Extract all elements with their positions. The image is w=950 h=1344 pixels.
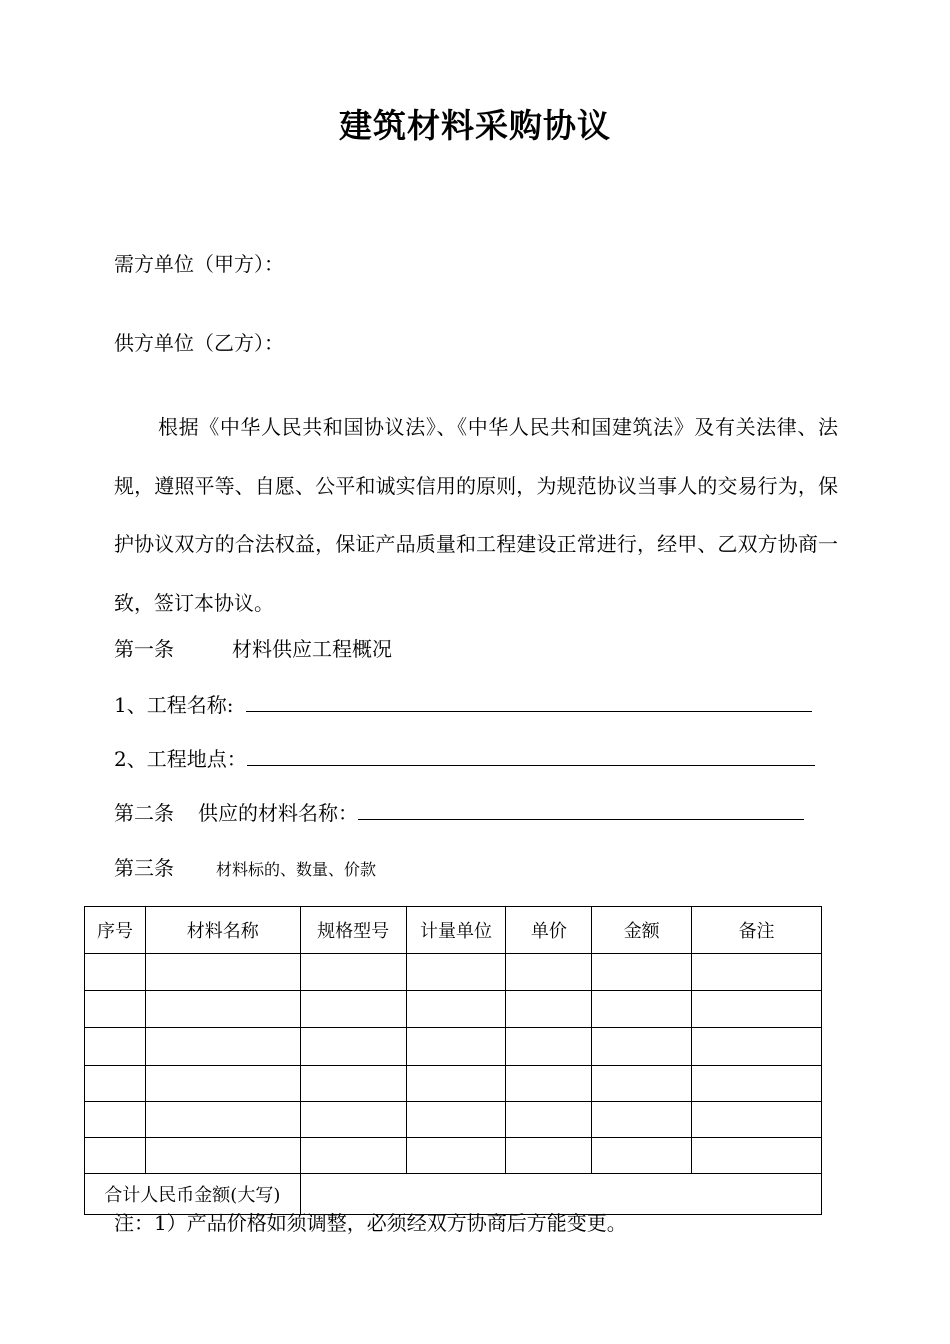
table-cell[interactable]: [145, 991, 300, 1028]
table-cell[interactable]: [692, 991, 822, 1028]
project-name-line: [114, 689, 812, 718]
column-header-material-name: 材料名称: [145, 907, 300, 954]
table-cell[interactable]: [406, 991, 506, 1028]
article-2-number: 第二条: [114, 801, 174, 825]
project-name-label: 1、工程名称:: [114, 693, 234, 717]
table-cell[interactable]: [592, 1138, 692, 1174]
table-cell[interactable]: [85, 1028, 146, 1066]
table-cell[interactable]: [145, 1028, 300, 1066]
table-cell[interactable]: [592, 1028, 692, 1066]
table-cell[interactable]: [692, 954, 822, 991]
project-location-label: 2、工程地点：: [114, 747, 247, 771]
table-cell[interactable]: [406, 1028, 506, 1066]
table-cell[interactable]: [85, 954, 146, 991]
price-adjustment-note: 注：1）产品价格如须调整，必须经双方协商后方能变更。: [114, 1211, 627, 1235]
table-cell[interactable]: [506, 954, 592, 991]
table-cell[interactable]: [145, 1066, 300, 1102]
project-name-blank: [246, 691, 812, 712]
table-cell[interactable]: [300, 991, 406, 1028]
table-cell[interactable]: [300, 954, 406, 991]
table-cell[interactable]: [592, 991, 692, 1028]
table-cell[interactable]: [145, 954, 300, 991]
table-cell[interactable]: [692, 1028, 822, 1066]
table-cell[interactable]: [506, 1138, 592, 1174]
column-header-remarks: 备注: [692, 907, 822, 954]
article-1: [114, 633, 392, 662]
table-row: [85, 1138, 822, 1174]
table-cell[interactable]: [592, 1102, 692, 1138]
table-cell[interactable]: [506, 1028, 592, 1066]
table-cell[interactable]: [300, 1138, 406, 1174]
column-header-index: 序号: [85, 907, 146, 954]
article-1-heading: 材料供应工程概况: [232, 637, 392, 661]
table-row: [85, 1066, 822, 1102]
column-header-unit-price: 单价: [506, 907, 592, 954]
table-cell[interactable]: [692, 1102, 822, 1138]
table-cell[interactable]: [406, 1102, 506, 1138]
table-cell[interactable]: [592, 954, 692, 991]
table-cell[interactable]: [506, 991, 592, 1028]
table-cell[interactable]: [85, 1066, 146, 1102]
material-name-blank: [358, 799, 804, 820]
table-cell[interactable]: [145, 1138, 300, 1174]
table-cell[interactable]: [692, 1066, 822, 1102]
article-3-heading: 材料标的、数量、价款: [216, 860, 377, 879]
article-3-number: 第三条: [114, 856, 174, 880]
table-cell[interactable]: [85, 1138, 146, 1174]
table-row: [85, 1102, 822, 1138]
table-cell[interactable]: [300, 1028, 406, 1066]
article-1-number: 第一条: [114, 637, 174, 661]
party-b-label: 供方单位（乙方）：: [114, 331, 284, 355]
table-cell[interactable]: [85, 1102, 146, 1138]
article-2: [114, 797, 804, 826]
total-amount-label: 合计人民币金额(大写): [85, 1174, 301, 1215]
table-row: [85, 1028, 822, 1066]
project-location-line: [114, 743, 815, 772]
article-3: [114, 852, 376, 881]
project-location-blank: [247, 745, 815, 766]
table-cell[interactable]: [406, 954, 506, 991]
table-cell[interactable]: [692, 1138, 822, 1174]
column-header-amount: 金额: [592, 907, 692, 954]
table-header-row: [85, 907, 822, 954]
party-a-label: 需方单位（甲方）：: [114, 252, 284, 276]
column-header-unit: 计量单位: [406, 907, 506, 954]
table-cell[interactable]: [506, 1066, 592, 1102]
table-cell[interactable]: [592, 1066, 692, 1102]
table-row: [85, 954, 822, 991]
materials-table: [84, 906, 822, 1215]
preamble-paragraph: 根据《中华人民共和国协议法》、《中华人民共和国建筑法》及有关法律、法规，遵照平等、自愿、公平和诚实信用的原则，为规范协议当事人的交易行为，保护协议双方的合法权益，保证产品质量和工程建设正常进行，经甲、乙双方协商一致，签订本协议。: [114, 415, 838, 615]
table-cell[interactable]: [300, 1102, 406, 1138]
table-cell[interactable]: [145, 1102, 300, 1138]
table-cell[interactable]: [300, 1066, 406, 1102]
table-cell[interactable]: [406, 1138, 506, 1174]
document-title: 建筑材料采购协议: [339, 106, 611, 145]
table-cell[interactable]: [85, 991, 146, 1028]
column-header-spec: 规格型号: [300, 907, 406, 954]
table-cell[interactable]: [506, 1102, 592, 1138]
article-2-heading: 供应的材料名称：: [198, 801, 358, 825]
table-cell[interactable]: [406, 1066, 506, 1102]
table-row: [85, 991, 822, 1028]
